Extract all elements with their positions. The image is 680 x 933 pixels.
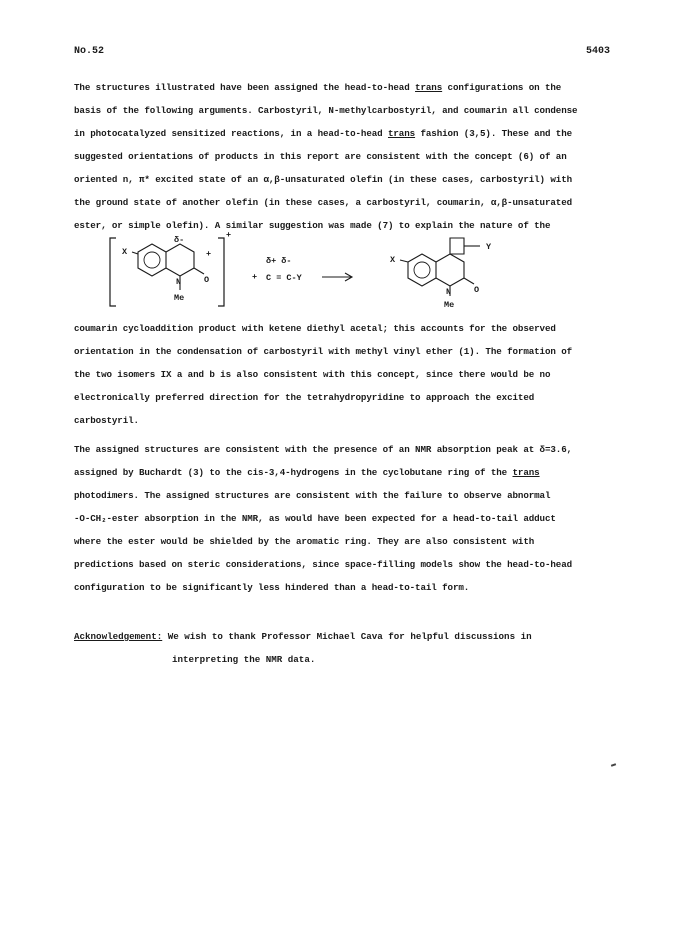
paragraph-3-line (74, 438, 614, 461)
paragraph-1-text: basis of the following arguments. Carbostyril, N-methylcarbostyril, and coumarin all condense (74, 105, 578, 116)
paragraph-1-line (74, 191, 614, 214)
acknowledgement-text-2: interpreting the NMR data. (172, 654, 316, 665)
right-lactam-ring (436, 254, 464, 286)
paragraph-2-text: electronically preferred direction for the tetrahydropyridine to approach the excited (74, 392, 535, 403)
paragraph-3-line (74, 576, 614, 599)
paragraph-3-line (74, 553, 614, 576)
reaction-scheme (90, 232, 550, 312)
paragraph-1-line (74, 99, 614, 122)
paragraph-3-text: configuration to be significantly less hindered than a head-to-tail form. (74, 582, 470, 593)
acknowledgement-text-1: We wish to thank Professor Michael Cava for helpful discussions in (162, 631, 532, 642)
paragraph-3 (74, 438, 614, 599)
paragraph-3-line (74, 530, 614, 553)
acknowledgement (74, 625, 532, 671)
right-aromatic-circle (414, 262, 430, 278)
right-benzene-ring (408, 254, 436, 286)
left-x-bond (132, 252, 138, 254)
right-n-label: N (446, 287, 452, 297)
right-o-label: O (474, 285, 480, 295)
paragraph-2-line (74, 386, 614, 409)
mid-deltas: δ+ δ- (266, 256, 292, 266)
left-aromatic-circle (144, 252, 160, 268)
right-carbonyl-bond (464, 278, 474, 284)
paragraph-2 (74, 317, 614, 432)
paragraph-3-line (74, 461, 614, 484)
paragraph-1-line (74, 168, 614, 191)
paragraph-2-line (74, 363, 614, 386)
paragraph-2-text: coumarin cycloaddition product with ketene diethyl acetal; this accounts for the observed (74, 323, 556, 334)
mid-plus: + (252, 272, 258, 282)
left-delta-minus: δ- (174, 235, 185, 245)
paragraph-3-underlined-term: trans (512, 467, 540, 478)
paragraph-1-line (74, 76, 614, 99)
paragraph-3-text: photodimers. The assigned structures are consistent with the failure to observe abnormal (74, 490, 551, 501)
page-number: 5403 (585, 46, 610, 57)
paragraph-1-text: suggested orientations of products in this report are consistent with the concept (6) of an (74, 151, 567, 162)
paragraph-3-text: -O-CH₂-ester absorption in the NMR, as would have been expected for a head-to-tail adduct (74, 513, 556, 524)
cyclobutane-ring (450, 238, 464, 254)
paragraph-1-text: fashion (3,5). These and the (415, 128, 573, 139)
paragraph-1 (74, 76, 614, 237)
paragraph-2-line (74, 340, 614, 363)
paragraph-1-text: oriented n, π* excited state of an α,β-unsaturated olefin (in these cases, carbostyril) with (74, 174, 573, 185)
mid-formula: C = C-Y (266, 273, 302, 283)
left-carbonyl-bond (194, 268, 204, 274)
paragraph-2-line (74, 409, 614, 432)
right-bracket (218, 238, 224, 306)
left-o-label: O (204, 275, 210, 285)
page-mark (611, 763, 616, 767)
right-me-label: Me (444, 300, 455, 310)
paragraph-1-text: configurations on the (442, 82, 562, 93)
left-n-label: N (176, 277, 182, 287)
paragraph-3-text: predictions based on steric considerations, since space-filling models show the head-to-head (74, 559, 573, 570)
paragraph-1-line (74, 122, 614, 145)
right-x-label: X (390, 255, 396, 265)
paragraph-3-text: assigned by Buchardt (3) to the cis-3,4-hydrogens in the cyclobutane ring of the (74, 467, 513, 478)
paragraph-3-line (74, 484, 614, 507)
left-pyridone-ring (166, 244, 194, 276)
paragraph-1-text: the ground state of another olefin (in these cases, a carbostyril, coumarin, α,β-unsaturated (74, 197, 573, 208)
journal-number: No.52 (74, 46, 105, 57)
paragraph-1-text: in photocatalyzed sensitized reactions, in a head-to-head (74, 128, 388, 139)
left-me-label: Me (174, 293, 185, 303)
reaction-scheme-svg (90, 232, 550, 312)
left-bracket (110, 238, 116, 306)
paragraph-1-text: The structures illustrated have been assigned the head-to-head (74, 82, 416, 93)
paragraph-1-underlined-term: trans (387, 128, 416, 139)
paragraph-2-line (74, 317, 614, 340)
paragraph-1-line (74, 145, 614, 168)
paragraph-1-text: ester, or simple olefin). A similar suggestion was made (7) to explain the nature of the (74, 220, 551, 231)
paragraph-3-line (74, 507, 614, 530)
corner-plus: + (226, 232, 232, 240)
acknowledgement-label: Acknowledgement: (74, 631, 163, 642)
right-y-label: Y (486, 242, 492, 252)
paragraph-2-text: the two isomers IX a and b is also consistent with this concept, since there would be no (74, 369, 551, 380)
paragraph-2-text: orientation in the condensation of carbostyril with methyl vinyl ether (1). The formation of (74, 346, 573, 357)
left-plus: + (206, 249, 212, 259)
paragraph-1-underlined-term: trans (415, 82, 443, 93)
right-x-bond (400, 260, 408, 262)
paragraph-3-text: The assigned structures are consistent with the presence of an NMR absorption peak at δ=3.6, (74, 444, 573, 455)
left-x-label: X (122, 247, 128, 257)
paragraph-2-text: carbostyril. (74, 415, 139, 426)
paragraph-3-text: where the ester would be shielded by the aromatic ring. They are also consistent with (74, 536, 535, 547)
left-benzene-ring (138, 244, 166, 276)
